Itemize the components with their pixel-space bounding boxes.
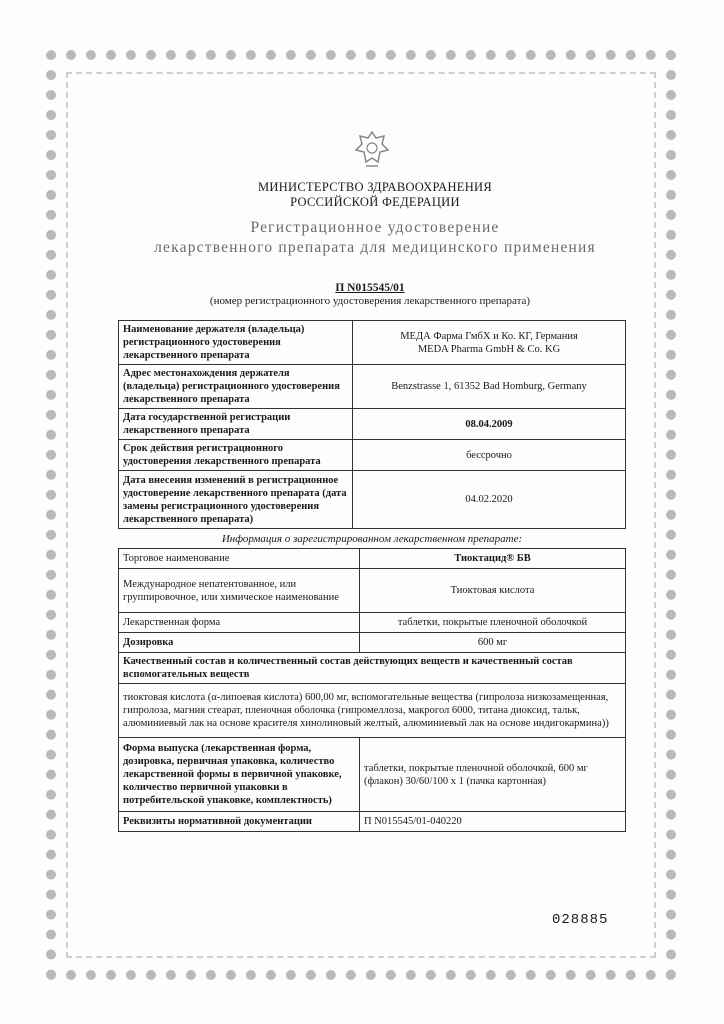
- change-date-value: 04.02.2020: [353, 471, 626, 529]
- table-row: [119, 440, 626, 471]
- title-line2: лекарственного препарата для медицинского применения: [154, 239, 596, 256]
- trade-name-value: Тиоктацид® БВ: [360, 549, 626, 569]
- dose-label: Дозировка: [119, 633, 360, 653]
- validity-label: Срок действия регистрационного удостоверения лекарственного препарата: [119, 440, 353, 471]
- holder-table: [118, 320, 626, 529]
- table-row: [119, 471, 626, 529]
- trade-name-label: Торговое наименование: [119, 549, 360, 569]
- certificate-title: [120, 218, 630, 258]
- holder-name-value: [353, 321, 626, 365]
- table-row: [119, 321, 626, 365]
- table-row: [119, 684, 626, 738]
- drug-info-heading: Информация о зарегистрированном лекарственном препарате:: [221, 533, 523, 545]
- table-row: [119, 653, 626, 684]
- inn-value: Тиоктовая кислота: [360, 569, 626, 613]
- dosage-form-label: Лекарственная форма: [119, 613, 360, 633]
- title-line1: Регистрационное удостоверение: [250, 219, 500, 236]
- ministry-line2: РОССИЙСКОЙ ФЕДЕРАЦИИ: [290, 195, 460, 209]
- dosage-form-value: таблетки, покрытые пленочной оболочкой: [360, 613, 626, 633]
- change-date-label: Дата внесения изменений в регистрационное удостоверение лекарственного препарата (дата замены регистрационного удостоверения лекарственного препарата): [119, 471, 353, 529]
- ministry-line1: МИНИСТЕРСТВО ЗДРАВООХРАНЕНИЯ: [257, 180, 493, 194]
- registration-date-value: 08.04.2009: [353, 409, 626, 440]
- holder-name-label: Наименование держателя (владельца) регистрационного удостоверения лекарственного препарата: [119, 321, 353, 365]
- release-form-value: таблетки, покрытые пленочной оболочкой, 600 мг (флакон) 30/60/100 x 1 (пачка картонная): [360, 738, 626, 812]
- holder-address-label: Адрес местонахождения держателя (владельца) регистрационного удостоверения лекарственного препарата: [119, 365, 353, 409]
- registration-date-label: Дата государственной регистрации лекарственного препарата: [119, 409, 353, 440]
- table-row: [119, 613, 626, 633]
- table-row: [119, 365, 626, 409]
- table-row: [119, 633, 626, 653]
- inn-label: Международное непатентованное, или группировочное, или химическое наименование: [119, 569, 360, 613]
- registration-number-caption: (номер регистрационного удостоверения лекарственного препарата): [209, 295, 531, 307]
- dose-value: 600 мг: [360, 633, 626, 653]
- serial-number: 028885: [552, 912, 609, 928]
- ministry-name: [200, 180, 550, 210]
- composition-text: тиоктовая кислота (α-липоевая кислота) 600,00 мг, вспомогательные вещества (гипролоза низкозамещенная, гипролоза, магния стеарат, пленочная оболочка (гипромеллоза, макрогол 6000, титана диоксид, тальк, алюминиевый лак на основе красителя хинолиновый желтый, алюминиевый лак на основе индигокармина)): [119, 684, 626, 738]
- table-row: [119, 549, 626, 569]
- normative-doc-value: П N015545/01-040220: [360, 812, 626, 832]
- drug-info-table: [118, 548, 626, 832]
- holder-name-ru: МЕДА Фарма ГмбХ и Ко. КГ, Германия: [400, 330, 578, 342]
- holder-name-en: MEDA Pharma GmbH & Co. KG: [417, 343, 561, 355]
- release-form-label: Форма выпуска (лекарственная форма, дозировка, первичная упаковка, количество лекарственной формы в первичной упаковке, количество первичной упаковки в потребительской упаковке, комплектность): [119, 738, 360, 812]
- coat-of-arms-icon: [352, 128, 392, 172]
- composition-heading: Качественный состав и количественный состав действующих веществ и качественный состав вспомогательных веществ: [119, 653, 626, 684]
- validity-value: бессрочно: [353, 440, 626, 471]
- table-row: [119, 812, 626, 832]
- registration-number: П N015545/01: [335, 282, 405, 294]
- holder-address-value: Benzstrasse 1, 61352 Bad Homburg, Germany: [353, 365, 626, 409]
- table-row: [119, 409, 626, 440]
- table-row: [119, 738, 626, 812]
- normative-doc-label: Реквизиты нормативной документации: [119, 812, 360, 832]
- table-row: [119, 569, 626, 613]
